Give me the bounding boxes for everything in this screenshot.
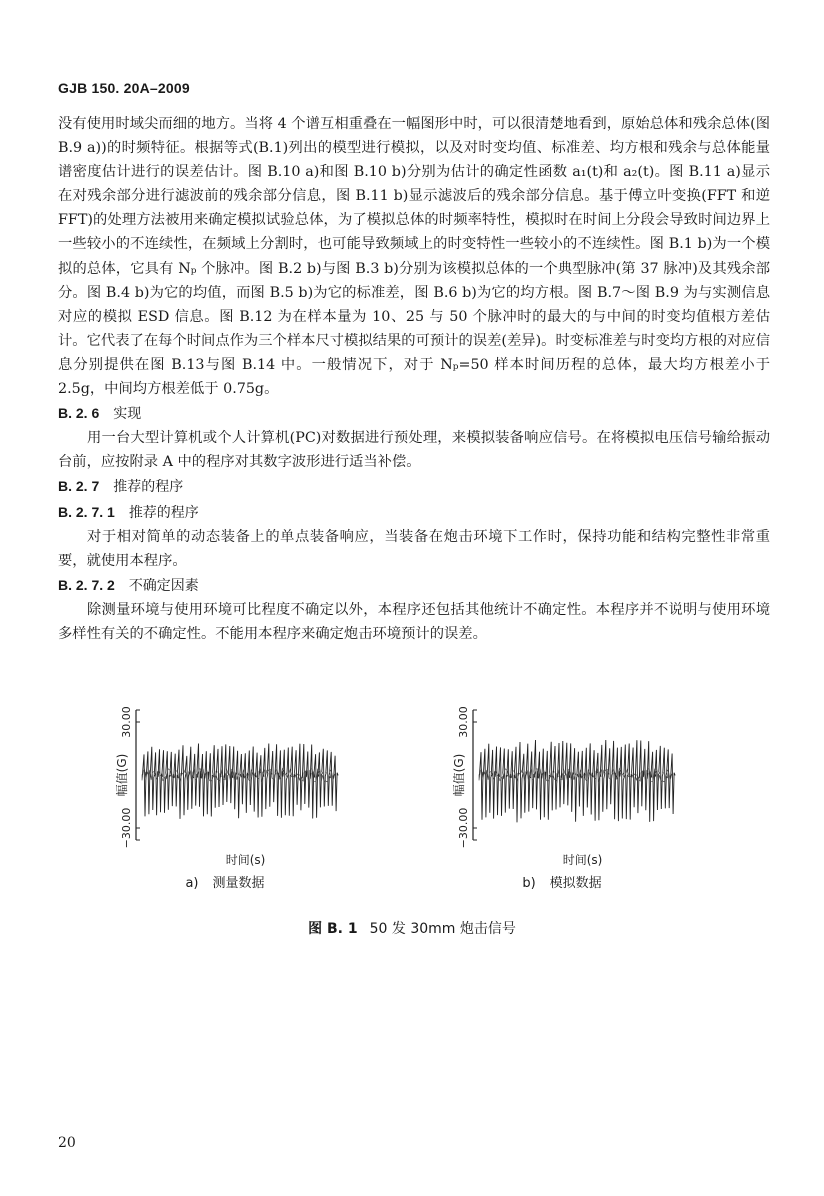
section-heading <box>58 401 770 426</box>
standard-header: GJB 150. 20A–2009 <box>58 80 190 96</box>
subfigure-caption <box>100 872 350 891</box>
section-title: 实现 <box>113 406 142 423</box>
x-axis-label: 时间(s) <box>562 853 603 867</box>
section-heading <box>58 573 770 598</box>
section-paragraph: 用一台大型计算机或个人计算机(PC)对数据进行预处理，来模拟装备响应信号。在将模拟电压信号输给振动台前，应按附录 A 中的程序对其数字波形进行适当补偿。 <box>58 430 770 471</box>
y-tick-label: 30.00 <box>457 706 470 738</box>
section-number: B. 2. 7. 1 <box>58 503 115 520</box>
body-text <box>58 112 770 646</box>
figure-number: 图 B. 1 <box>308 921 358 937</box>
section-heading <box>58 474 770 499</box>
section-title: 不确定因素 <box>128 577 199 594</box>
page-number: 20 <box>58 1135 76 1151</box>
x-axis-label: 时间(s) <box>225 853 266 867</box>
section-title: 推荐的程序 <box>128 504 199 521</box>
subfigure-simulated <box>437 700 687 900</box>
section-paragraph: 对于相对简单的动态装备上的单点装备响应，当装备在炮击环境下工作时，保持功能和结构完整性非常重要，就使用本程序。 <box>58 528 770 569</box>
figure-title: 50 发 30mm 炮击信号 <box>369 921 516 937</box>
subfigure-label: 模拟数据 <box>549 876 602 891</box>
section-paragraph: 除测量环境与使用环境可比程度不确定以外，本程序还包括其他统计不确定性。本程序并不说明与使用环境多样性有关的不确定性。不能用本程序来确定炮击环境预计的误差。 <box>58 601 770 642</box>
subfigure-measured <box>100 700 350 900</box>
figure-caption <box>0 918 824 938</box>
y-axis-label: 幅值(G) <box>452 753 466 797</box>
chart-measured <box>100 700 350 870</box>
paragraph-main: 没有使用时域尖而细的地方。当将 4 个谱互相重叠在一幅图形中时，可以很清楚地看到，原始总体和残余总体(图 B.9 a))的时频特征。根据等式(B.1)列出的模型进行模拟，以及对时变均值、标准差、均方根和残余与总体能量谱密度估计进行的误差估计。图 B.10 a)和图 B.10 b)分别为估计的确定性函数 a₁(t)和 a₂(t)。图 B.11 a)显示在对残余部分进行滤波前的残余部分信息，图 B.11 b)显示滤波后的残余部分信息。基于傅立叶变换(FFT 和逆 FFT)的处理方法被用来确定模拟试验总体，为了模拟总体的时频率特性，模拟时在时间上分段会导致时间边界上一些较小的不连续性，在频域上分割时，也可能导致频域上的时变特性一些较小的不连续性。图 B.1 b)为一个模拟的总体，它具有 Nₚ 个脉冲。图 B.2 b)与图 B.3 b)分别为该模拟总体的一个典型脉冲(第 37 脉冲)及其残余部分。图 B.4 b)为它的均值，而图 B.5 b)为它的标准差，图 B.6 b)为它的均方根。图 B.7～图 B.9 为与实测信息对应的模拟 ESD 信息。图 B.12 为在样本量为 10、25 与 50 个脉冲时的最大的与中间的时变均值根方差估计。它代表了在每个时间点作为三个样本尺寸模拟结果的可预计的误差(差异)。时变标准差与时变均方根的对应信息分别提供在图 B.13与图 B.14 中。一般情况下，对于 Nₚ=50 样本时间历程的总体，最大均方根差小于 2.5g，中间均方根差低于 0.75g。 <box>58 116 770 398</box>
y-tick-label: 30.00 <box>120 706 133 738</box>
chart-simulated <box>437 700 687 870</box>
section-number: B. 2. 6 <box>58 405 100 422</box>
subfigure-label: 测量数据 <box>212 876 265 891</box>
subfigure-tag: b) <box>522 876 536 891</box>
y-tick-label: −30.00 <box>457 807 470 849</box>
section-number: B. 2. 7. 2 <box>58 576 115 593</box>
section-title: 推荐的程序 <box>113 479 184 496</box>
subfigure-caption <box>437 872 687 891</box>
y-tick-label: −30.00 <box>120 807 133 849</box>
y-axis-label: 幅值(G) <box>115 753 129 797</box>
section-heading <box>58 500 770 525</box>
subfigure-tag: a) <box>185 876 199 891</box>
section-number: B. 2. 7 <box>58 478 100 495</box>
